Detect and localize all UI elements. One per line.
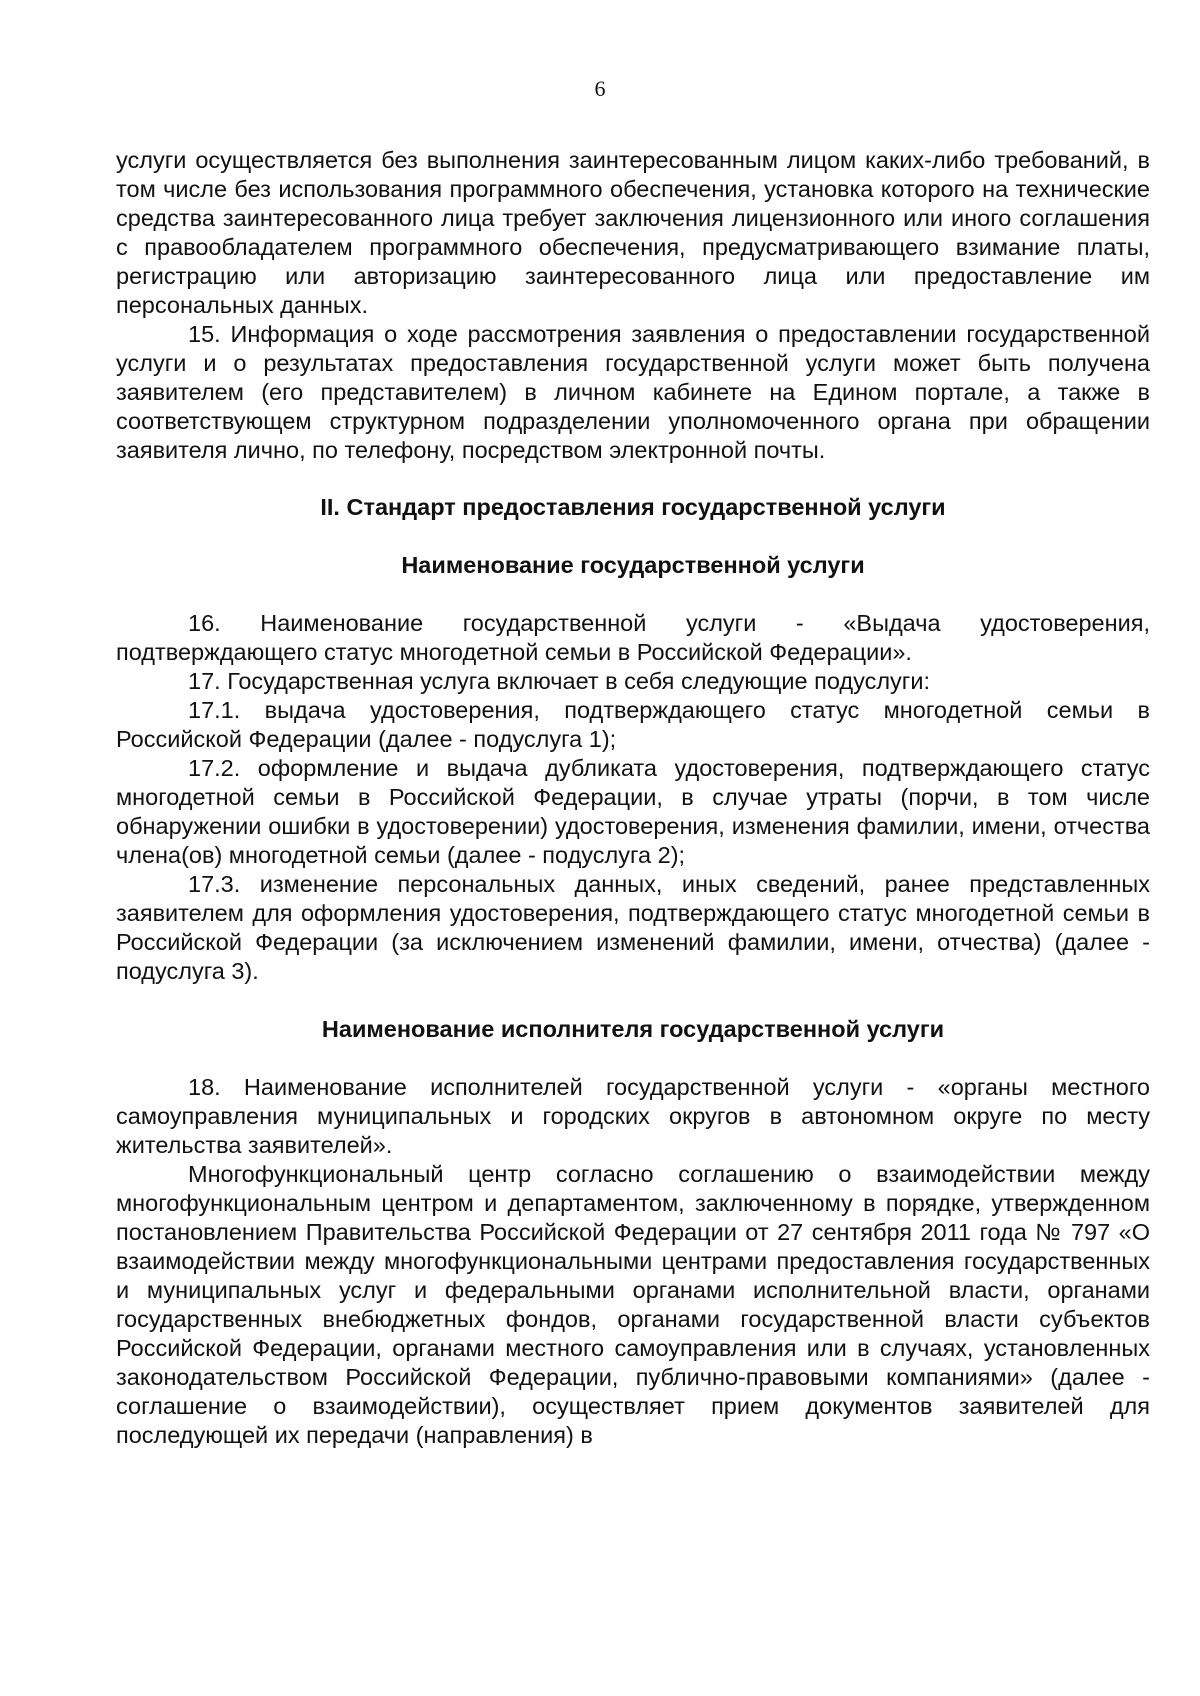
paragraph-continuation: услуги осуществляется без выполнения заинтересованным лицом каких-либо требований, в том числе без использования программного обеспечения, установка которого на технические средства заинтересованного лица требует заключения лицензионного или иного соглашения с правообладателем программного обеспечения, предусматривающего взимание платы, регистрацию или авторизацию заинтересованного лица или предоставление им персональных данных. bbox=[116, 147, 1150, 318]
paragraph-17-1: 17.1. выдача удостоверения, подтверждающего статус многодетной семьи в Российской Федерации (далее - подуслуга 1); bbox=[116, 697, 1150, 752]
page-number: 6 bbox=[594, 76, 606, 101]
subsection-title-service-name: Наименование государственной услуги bbox=[401, 552, 865, 578]
paragraph-mfc: Многофункциональный центр согласно соглашению о взаимодействии между многофункциональным центром и департаментом, заключенному в порядке, утвержденном постановлением Правительства Российской Федерации от 27 сентября 2011 года № 797 «О взаимодействии между многофункциональными центрами предоставления государственных и муниципальных услуг и федеральными органами исполнительной власти, органами государственных внебюджетных фондов, органами государственной власти субъектов Российской Федерации, органами местного самоуправления или в случаях, установленных законодательством Российской Федерации, публично-правовыми компаниями» (далее - соглашение о взаимодействии), осуществляет прием документов заявителей для последующей их передачи (направления) в bbox=[116, 1161, 1150, 1448]
paragraph-17-2: 17.2. оформление и выдача дубликата удостоверения, подтверждающего статус многодетной семьи в Российской Федерации, в случае утраты (порчи, в том числе обнаружении ошибки в удостоверении) удостоверения, изменения фамилии, имени, отчества члена(ов) многодетной семьи (далее - подуслуга 2); bbox=[116, 755, 1150, 868]
subsection-title-executor: Наименование исполнителя государственной услуги bbox=[321, 1016, 945, 1042]
paragraph-17: 17. Государственная услуга включает в себя следующие подуслуги: bbox=[188, 668, 931, 694]
paragraph-18: 18. Наименование исполнителей государственной услуги - «органы местного самоуправления муниципальных и городских округов в автономном округе по месту жительства заявителей». bbox=[116, 1074, 1150, 1158]
document-body bbox=[116, 146, 1150, 1450]
paragraph-17-3: 17.3. изменение персональных данных, иных сведений, ранее представленных заявителем для оформления удостоверения, подтверждающего статус многодетной семьи в Российской Федерации (за исключением изменений фамилии, имени, отчества) (далее - подуслуга 3). bbox=[116, 871, 1150, 984]
section-title: II. Стандарт предоставления государственной услуги bbox=[320, 494, 946, 520]
paragraph-16: 16. Наименование государственной услуги - «Выдача удостоверения, подтверждающего статус многодетной семьи в Российской Федерации». bbox=[116, 610, 1150, 665]
paragraph-15: 15. Информация о ходе рассмотрения заявления о предоставлении государственной услуги и о результатах предоставления государственной услуги может быть получена заявителем (его представителем) в личном кабинете на Едином портале, а также в соответствующем структурном подразделении уполномоченного органа при обращении заявителя лично, по телефону, посредством электронной почты. bbox=[116, 321, 1150, 463]
